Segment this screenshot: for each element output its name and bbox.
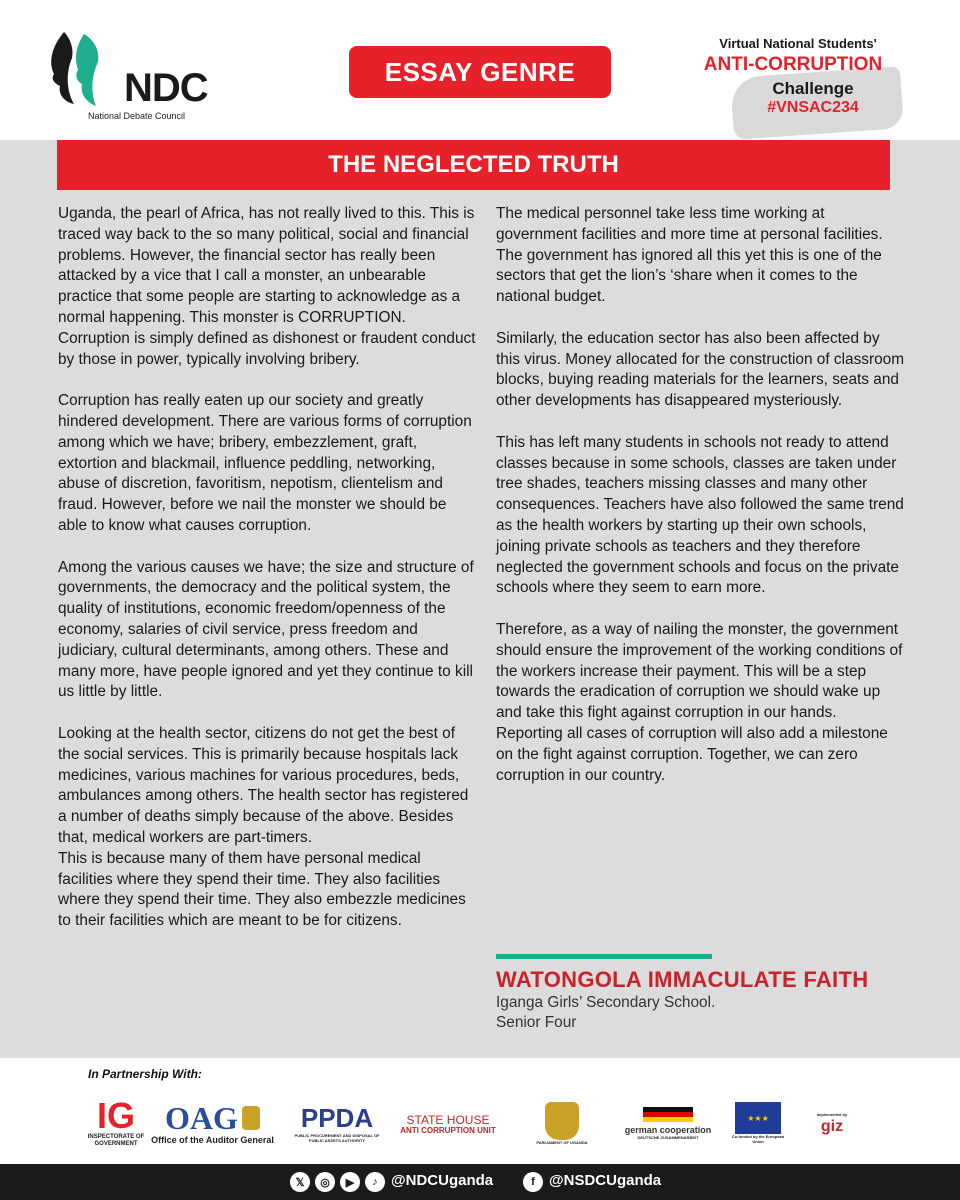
challenge-line1: Virtual National Students' bbox=[719, 36, 877, 51]
partner-caption: DEUTSCHE ZUSAMMENARBEIT bbox=[637, 1134, 699, 1140]
challenge-hashtag: #VNSAC234 bbox=[767, 99, 859, 116]
partner-caption: Office of the Auditor General bbox=[151, 1135, 274, 1145]
partner-logo-ig bbox=[84, 1092, 148, 1154]
partners-label: In Partnership With: bbox=[88, 1067, 202, 1081]
author-signature bbox=[496, 954, 896, 1033]
oag-mark: OAG bbox=[165, 1100, 238, 1136]
social-footer bbox=[0, 1164, 960, 1200]
ppda-mark: PPDA bbox=[300, 1103, 374, 1133]
paragraph: Uganda, the pearl of Africa, has not really lived to this. This is traced way back to the so many political, social and financial problems. However, the financial sector has really been attacked by a vice that I call a monster, an unbearable practice that some people are starting to acknowledge as a normal happening. This monster is CORRUPTION. Corruption is simply defined as dishonest or fraudent conduct by those in power, typically involving bribery. bbox=[58, 205, 476, 368]
partner-caption: Co-funded by the European Union bbox=[731, 1134, 785, 1144]
german-mark: german cooperation bbox=[624, 1124, 712, 1135]
paragraph: Corruption has really eaten up our society and greatly hindered development. There are various forms of corruption among which we have; bribery, embezzlement, graft, extortion and blackmail, influence peddling, networking, abuse of discretion, favoritism, nepotism, clientelism and fraud. However, before we nail the monster we should be able to know what causes corruption. bbox=[58, 392, 472, 534]
ig-mark: IG bbox=[96, 1095, 135, 1136]
partner-caption: ANTI CORRUPTION UNIT bbox=[400, 1125, 496, 1135]
accent-divider bbox=[496, 954, 712, 959]
facebook-handle[interactable]: @NSDCUganda bbox=[549, 1172, 662, 1189]
header bbox=[0, 0, 960, 140]
paragraph: Similarly, the education sector has also been affected by this virus. Money allocated for the construction of classroom blocks, buying reading materials for the learners, seats and other developments has disappeared mysteriously. bbox=[496, 329, 905, 410]
partner-caption: PUBLIC PROCUREMENT AND DISPOSAL OF PUBLIC ASSETS AUTHORITY bbox=[294, 1133, 380, 1143]
ndc-logo bbox=[44, 28, 214, 120]
partner-logo-parliament bbox=[528, 1092, 596, 1154]
tiktok-icon[interactable]: ♪ bbox=[365, 1172, 385, 1192]
paragraph: Therefore, as a way of nailing the monster, the government should ensure the improvement of the working conditions of the workers increase their payment. This will be a step towards the eradication of corruption we should wake up and take this fight against corruption in our hands. Reporting all cases of corruption will also add a milestone on the fight against corruption. Together, we can zero corruption in our country. bbox=[496, 620, 903, 784]
partner-logo-state-house bbox=[393, 1092, 503, 1154]
logo-subtitle: National Debate Council bbox=[88, 111, 186, 121]
left-column bbox=[58, 204, 478, 953]
twitter-handle[interactable]: @NDCUganda bbox=[391, 1172, 494, 1189]
author-name: WATONGOLA IMMACULATE FAITH bbox=[496, 967, 869, 992]
ndc-faces-icon bbox=[44, 28, 124, 110]
partner-logo-eu bbox=[730, 1092, 786, 1154]
partner-caption: PARLIAMENT OF UGANDA bbox=[536, 1139, 588, 1145]
eu-flag-icon: ★★★ bbox=[735, 1102, 781, 1134]
paragraph: The medical personnel take less time working at government facilities and more time at personal facilities. The government has ignored all this yet this is one of the sectors that get the lion’s ‘share when it comes to the national budget. bbox=[496, 205, 883, 306]
genre-badge: ESSAY GENRE bbox=[349, 46, 611, 98]
paragraph: This is because many of them have personal medical facilities where they spend their time. They also facilities where they spend their time. They also embezzle medicines to their facilities which are meant to be for citizens. bbox=[58, 849, 466, 930]
paragraph: Looking at the health sector, citizens do not get the best of the social services. This is primarily because hospitals lack medicines, various machines for various procedures, beds, ambulances among others. The health sector has registered a number of deaths simply because of the above. Besides that, medical workers are part-timers. bbox=[58, 724, 469, 846]
challenge-line2: ANTI-CORRUPTION bbox=[703, 54, 883, 75]
paragraph: This has left many students in schools not ready to attend classes because in some schools, classes are taken under tree shades, teachers missing classes and many other consequences. Teachers have also followed the same trend as the health workers by starting up their own schools, joining private schools as teachers and they therefore neglected the government schools and focus on the private schools where they seem to earn more. bbox=[496, 433, 904, 597]
coat-of-arms-icon bbox=[242, 1106, 260, 1130]
partner-logo-german-cooperation bbox=[620, 1092, 716, 1154]
challenge-badge bbox=[682, 22, 904, 130]
state-house-mark: STATE HOUSE bbox=[406, 1112, 490, 1127]
author-level: Senior Four bbox=[496, 1014, 577, 1031]
instagram-icon[interactable]: ◎ bbox=[315, 1172, 335, 1192]
logo-text: NDC bbox=[124, 66, 208, 110]
essay-title: THE NEGLECTED TRUTH bbox=[57, 140, 890, 190]
challenge-line3: Challenge bbox=[772, 79, 854, 98]
youtube-icon[interactable]: ▶ bbox=[340, 1172, 360, 1192]
partner-logo-giz bbox=[804, 1092, 860, 1154]
right-column bbox=[496, 204, 906, 807]
partner-logo-ppda bbox=[287, 1092, 387, 1154]
partners-strip bbox=[0, 1058, 960, 1164]
author-school: Iganga Girls’ Secondary School. bbox=[496, 994, 716, 1011]
facebook-icon[interactable]: f bbox=[523, 1172, 543, 1192]
x-icon[interactable]: 𝕏 bbox=[290, 1172, 310, 1192]
partner-caption: INSPECTORATE OF GOVERNMENT bbox=[87, 1134, 145, 1147]
german-flag-icon bbox=[643, 1107, 693, 1122]
paragraph: Among the various causes we have; the size and structure of governments, the democracy and the political system, the quality of institutions, economic freedom/openness of the economy, salaries of civil service, press freedom and judiciary, cultural determinants, among others. These and many more, have people ignored and yet they continue to kill us little by little. bbox=[58, 558, 474, 701]
partner-logo-oag bbox=[150, 1092, 275, 1154]
essay-panel bbox=[0, 140, 960, 1058]
parliament-crest-icon bbox=[545, 1102, 579, 1140]
giz-mark: giz bbox=[820, 1117, 844, 1135]
partner-caption: Implemented by bbox=[816, 1111, 848, 1117]
